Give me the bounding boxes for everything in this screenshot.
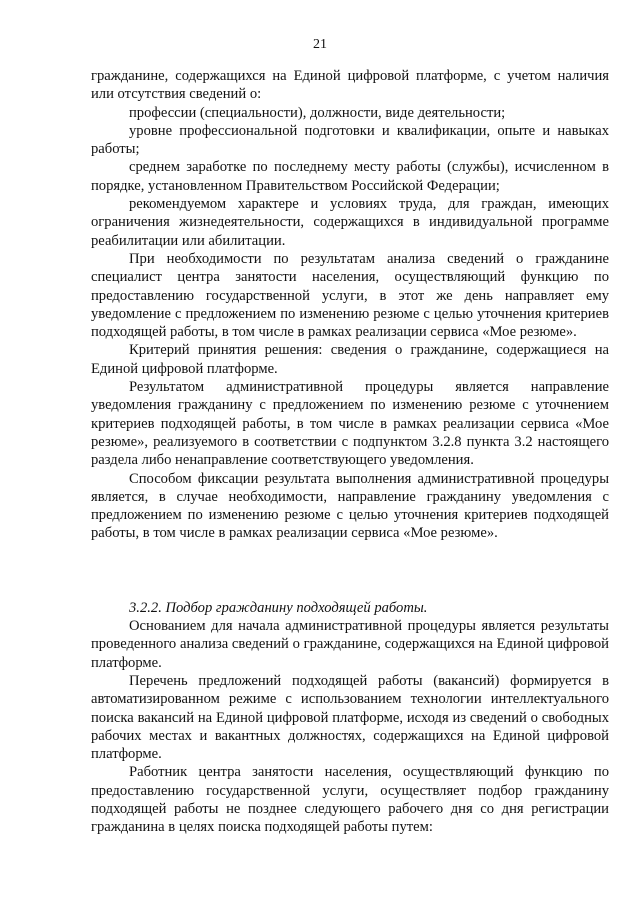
document-body [91,67,609,837]
paragraph-procedure-result: Результатом административной процедуры является направление уведомления гражданину с предложением по изменению резюме с уточнением критериев подходящей работы, в том числе в рамках реализации сервиса «Мое резюме», реализуемого в соответствии с подпунктом 3.2.8 пункта 3.2 настоящего раздела либо ненаправление соответствующего уведомления. [91,379,609,469]
page-number: 21 [313,37,327,52]
paragraph-employment-worker: Работник центра занятости населения, осуществляющий функцию по предоставлению государственной услуги, осуществляет подбор гражданину подходящей работы не позднее следующего рабочего дня со дня регистрации гражданина в целях поиска подходящей работы путем: [91,764,609,836]
section-spacer [91,543,609,599]
paragraph-notification: При необходимости по результатам анализа сведений о гражданине специалист центра занятости населения, осуществляющий функцию по предоставлению государственной услуги, в этот же день направляет ему уведомление с предложением по изменению резюме с целью уточнения критериев подходящей работы, в том числе в рамках реализации сервиса «Мое резюме». [91,250,609,341]
paragraph-continuation: гражданине, содержащихся на Единой цифровой платформе, с учетом наличия или отсутствия сведений о: [91,68,609,103]
paragraph-fixation-method: Способом фиксации результата выполнения административной процедуры является, в случае необходимости, направление гражданину уведомления с предложением по изменению резюме с целью уточнения критериев подходящей работы, в том числе в рамках реализации сервиса «Мое резюме». [91,470,609,542]
paragraph-vacancy-list: Перечень предложений подходящей работы (вакансий) формируется в автоматизированном режиме с использованием технологии интеллектуального поиска вакансий на Единой цифровой платформе, исходя из сведений о свободных рабочих местах и вакантных должностях, содержащихся на Единой цифровой платформе. [91,672,609,763]
list-item-qualification: уровне профессиональной подготовки и квалификации, опыте и навыках работы; [91,122,609,158]
section-heading: 3.2.2. Подбор гражданину подходящей работы. [129,599,428,616]
paragraph-decision-criterion: Критерий принятия решения: сведения о гражданине, содержащиеся на Единой цифровой платформе. [91,342,609,377]
list-item-profession: профессии (специальности), должности, виде деятельности; [129,104,506,121]
list-item-salary: среднем заработке по последнему месту работы (службы), исчисленном в порядке, установленном Правительством Российской Федерации; [91,159,609,194]
list-item-working-conditions: рекомендуемом характере и условиях труда, для граждан, имеющих ограничения жизнедеятельности, содержащихся в индивидуальной программе реабилитации или абилитации. [91,196,609,249]
paragraph-basis: Основанием для начала административной процедуры является результаты проведенного анализа сведений о гражданине, содержащихся на Единой цифровой платформе. [91,618,609,671]
